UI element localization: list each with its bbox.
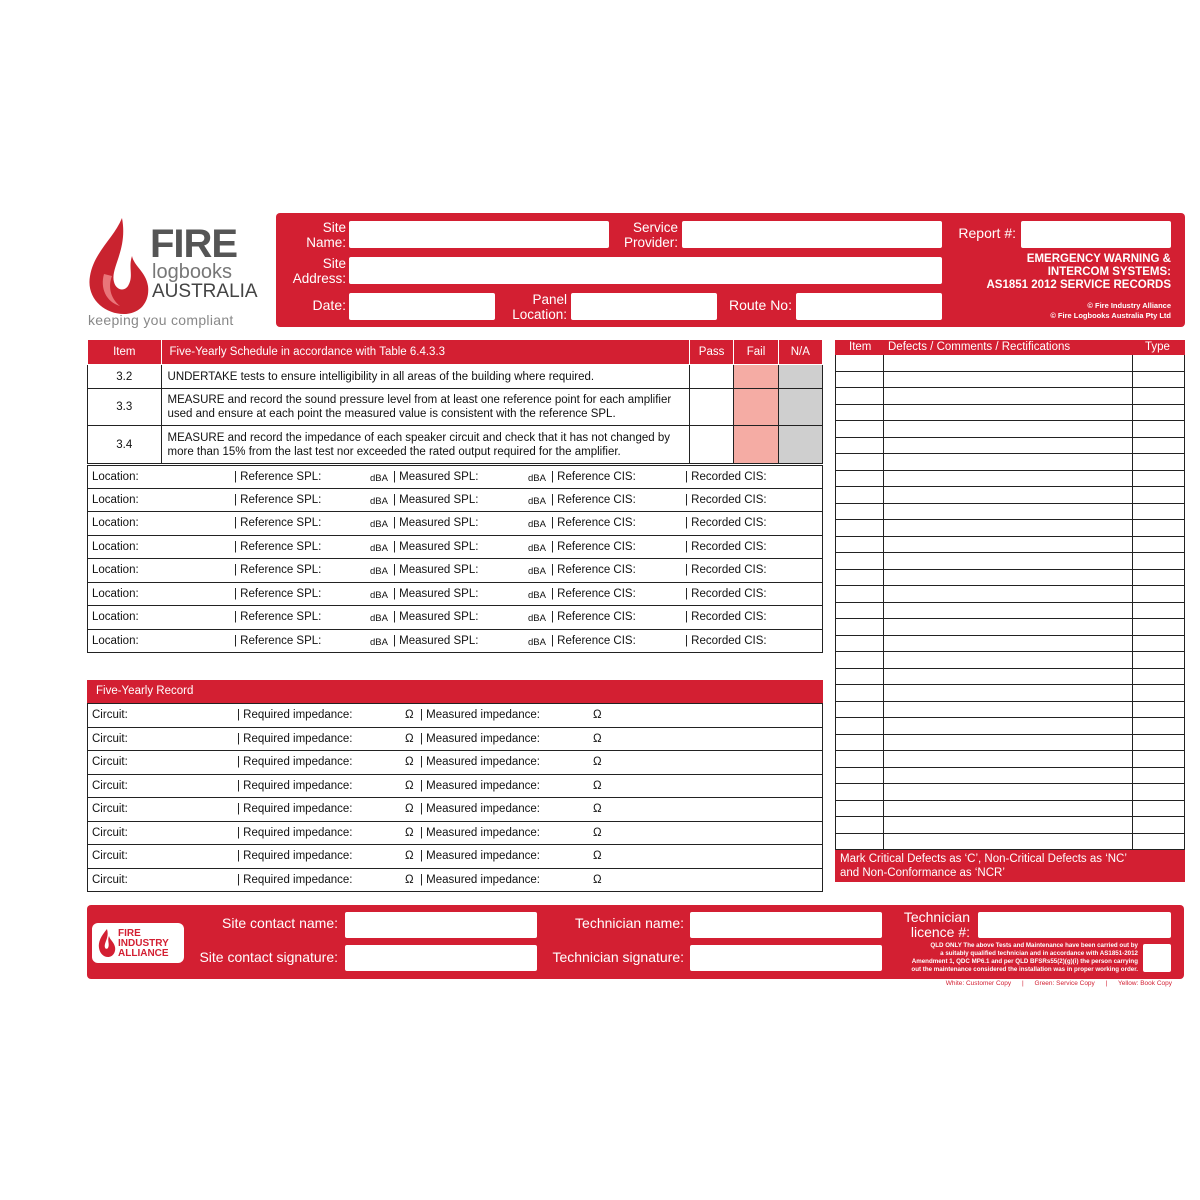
- circuit-label: Circuit:: [92, 803, 128, 815]
- spl-reference-label: | Reference SPL:: [234, 587, 322, 600]
- ohm-unit: Ω: [405, 826, 414, 839]
- schedule-table: [87, 340, 823, 464]
- spl-dba-unit: dBA: [528, 542, 546, 554]
- spl-reference-label: | Reference SPL:: [234, 471, 322, 483]
- spl-measurement-row[interactable]: [87, 489, 823, 513]
- spl-dba-unit: dBA: [528, 636, 546, 648]
- spl-reference-cis-label: | Reference CIS:: [551, 634, 636, 647]
- defects-column-divider: [1132, 355, 1133, 850]
- spl-measured-label: | Measured SPL:: [393, 634, 479, 647]
- copyright-notice: © Fire Industry Alliance © Fire Logbooks Australia Pty Ltd: [1050, 301, 1171, 320]
- spl-location-label: Location:: [92, 471, 139, 483]
- fia-word-2: INDUSTRY: [118, 938, 169, 949]
- schedule-col-fail: Fail: [734, 340, 778, 365]
- circuit-label: Circuit:: [92, 779, 128, 792]
- na-checkbox[interactable]: [778, 389, 822, 426]
- impedance-record-row[interactable]: [87, 728, 823, 752]
- five-yearly-record-title: Five-Yearly Record: [96, 685, 194, 697]
- spl-measured-label: | Measured SPL:: [393, 587, 479, 600]
- qld-compliance-checkbox[interactable]: [1143, 944, 1171, 972]
- service-provider-field[interactable]: [682, 221, 942, 248]
- spl-measurement-list: [87, 465, 823, 653]
- schedule-row: [88, 365, 823, 389]
- measured-impedance-label: | Measured impedance:: [420, 732, 540, 745]
- fail-checkbox[interactable]: [734, 365, 778, 389]
- na-checkbox[interactable]: [778, 426, 822, 464]
- copy-yellow-label: Yellow: Book Copy: [1118, 980, 1172, 987]
- required-impedance-label: | Required impedance:: [237, 873, 353, 886]
- spl-reference-label: | Reference SPL:: [234, 634, 322, 647]
- spl-reference-cis-label: | Reference CIS:: [551, 587, 636, 600]
- spl-dba-unit: dBA: [370, 542, 388, 554]
- spl-location-label: Location:: [92, 540, 139, 553]
- ohm-unit: Ω: [593, 756, 602, 768]
- defects-panel: [835, 340, 1185, 882]
- required-impedance-label: | Required impedance:: [237, 803, 353, 815]
- five-yearly-record-header: [87, 680, 823, 703]
- impedance-record-row[interactable]: [87, 751, 823, 775]
- panel-location-label: Panel Location:: [512, 292, 567, 322]
- pass-checkbox[interactable]: [689, 426, 734, 464]
- fia-word-1: FIRE: [118, 928, 141, 939]
- route-number-field[interactable]: [796, 293, 942, 320]
- spl-reference-cis-label: | Reference CIS:: [551, 540, 636, 553]
- spl-location-label: Location:: [92, 517, 139, 529]
- site-name-field[interactable]: [349, 221, 609, 248]
- service-provider-label: Service Provider:: [623, 220, 678, 250]
- impedance-record-row[interactable]: [87, 845, 823, 869]
- ohm-unit: Ω: [593, 779, 602, 792]
- impedance-record-list: [87, 703, 823, 892]
- spl-measured-label: | Measured SPL:: [393, 471, 479, 483]
- circuit-label: Circuit:: [92, 873, 128, 886]
- spl-dba-unit: dBA: [370, 473, 388, 484]
- spl-location-label: Location:: [92, 587, 139, 600]
- fia-word-3: ALLIANCE: [118, 948, 169, 959]
- spl-dba-unit: dBA: [528, 613, 546, 624]
- spl-location-label: Location:: [92, 634, 139, 647]
- defects-col-comments: Defects / Comments / Rectifications: [888, 341, 1071, 353]
- required-impedance-label: | Required impedance:: [237, 756, 353, 768]
- spl-dba-unit: dBA: [370, 613, 388, 624]
- technician-signature-label: Technician signature:: [552, 949, 684, 965]
- spl-reference-label: | Reference SPL:: [234, 493, 322, 506]
- spl-location-label: Location:: [92, 564, 139, 576]
- measured-impedance-label: | Measured impedance:: [420, 873, 540, 886]
- spl-recorded-cis-label: | Recorded CIS:: [685, 540, 767, 553]
- schedule-item-text: MEASURE and record the sound pressure level from at least one reference point for each amplifier used and ensure at each point the measured value is consistent with the reference SPL.: [161, 389, 689, 426]
- ohm-unit: Ω: [405, 873, 414, 886]
- spl-reference-label: | Reference SPL:: [234, 517, 322, 529]
- site-contact-name-label: Site contact name:: [222, 915, 338, 931]
- ohm-unit: Ω: [405, 732, 414, 745]
- schedule-header-row: [88, 340, 823, 365]
- spl-measured-label: | Measured SPL:: [393, 611, 479, 623]
- copy-separator: |: [1021, 980, 1024, 987]
- report-number-label: Report #:: [958, 225, 1016, 241]
- spl-recorded-cis-label: | Recorded CIS:: [685, 564, 767, 576]
- spl-dba-unit: dBA: [370, 566, 388, 577]
- copy-green-label: Green: Service Copy: [1034, 980, 1095, 987]
- defects-rows: [835, 355, 1185, 850]
- site-address-label: Site Address:: [292, 256, 346, 286]
- circuit-label: Circuit:: [92, 732, 128, 745]
- impedance-record-row[interactable]: [87, 775, 823, 799]
- required-impedance-label: | Required impedance:: [237, 779, 353, 792]
- technician-name-label: Technician name:: [575, 915, 684, 931]
- technician-name-field[interactable]: [690, 912, 882, 938]
- spl-reference-label: | Reference SPL:: [234, 540, 322, 553]
- schedule-col-na: N/A: [778, 340, 822, 365]
- spl-reference-label: | Reference SPL:: [234, 611, 322, 623]
- spl-reference-cis-label: | Reference CIS:: [551, 611, 636, 623]
- ohm-unit: Ω: [593, 732, 602, 745]
- measured-impedance-label: | Measured impedance:: [420, 826, 540, 839]
- spl-dba-unit: dBA: [528, 473, 546, 484]
- defects-col-item: Item: [849, 341, 872, 353]
- spl-reference-cis-label: | Reference CIS:: [551, 564, 636, 576]
- form-title: EMERGENCY WARNING & INTERCOM SYSTEMS: AS1851 2012 SERVICE RECORDS: [986, 253, 1171, 291]
- circuit-label: Circuit:: [92, 826, 128, 839]
- spl-location-label: Location:: [92, 611, 139, 623]
- site-name-label: Site Name:: [306, 220, 346, 250]
- fia-flame-icon: [97, 928, 117, 958]
- logo-australia-word: AUSTRALIA: [152, 281, 258, 302]
- spl-recorded-cis-label: | Recorded CIS:: [685, 587, 767, 600]
- technician-signature-field[interactable]: [690, 945, 882, 971]
- ohm-unit: Ω: [405, 850, 414, 862]
- technician-licence-field[interactable]: [978, 912, 1171, 938]
- ohm-unit: Ω: [405, 756, 414, 768]
- measured-impedance-label: | Measured impedance:: [420, 803, 540, 815]
- circuit-label: Circuit:: [92, 850, 128, 862]
- date-field[interactable]: [349, 293, 495, 320]
- schedule-item-text: MEASURE and record the impedance of each speaker circuit and check that it has not changed by more than 15% from the last test nor exceeded the rated output required for the amplifier.: [161, 426, 689, 464]
- technician-licence-label: Technician licence #:: [903, 909, 970, 940]
- pass-checkbox[interactable]: [689, 389, 734, 426]
- date-label: Date:: [312, 297, 346, 313]
- pass-checkbox[interactable]: [689, 365, 734, 389]
- measured-impedance-label: | Measured impedance:: [420, 756, 540, 768]
- spl-reference-cis-label: | Reference CIS:: [551, 517, 636, 529]
- ohm-unit: Ω: [593, 873, 602, 886]
- spl-dba-unit: dBA: [370, 636, 388, 648]
- measured-impedance-label: | Measured impedance:: [420, 709, 540, 721]
- route-number-label: Route No:: [728, 297, 792, 313]
- spl-measured-label: | Measured SPL:: [393, 540, 479, 553]
- ohm-unit: Ω: [593, 709, 602, 721]
- spl-dba-unit: dBA: [370, 519, 388, 530]
- spl-measured-label: | Measured SPL:: [393, 493, 479, 506]
- circuit-label: Circuit:: [92, 709, 128, 721]
- flame-icon: [84, 216, 152, 316]
- spl-reference-cis-label: | Reference CIS:: [551, 471, 636, 483]
- site-contact-signature-field[interactable]: [345, 945, 537, 971]
- na-checkbox[interactable]: [778, 365, 822, 389]
- schedule-col-pass: Pass: [689, 340, 734, 365]
- required-impedance-label: | Required impedance:: [237, 826, 353, 839]
- copy-separator: |: [1105, 980, 1108, 987]
- spl-measurement-row[interactable]: [87, 559, 823, 583]
- ohm-unit: Ω: [405, 779, 414, 792]
- spl-location-label: Location:: [92, 493, 139, 506]
- report-number-field[interactable]: [1021, 221, 1171, 248]
- spl-recorded-cis-label: | Recorded CIS:: [685, 471, 767, 483]
- spl-measured-label: | Measured SPL:: [393, 564, 479, 576]
- spl-measured-label: | Measured SPL:: [393, 517, 479, 529]
- site-address-field[interactable]: [349, 257, 942, 284]
- spl-measurement-row[interactable]: [87, 465, 823, 489]
- defects-legend-note: Mark Critical Defects as ‘C’, Non-Critical Defects as ‘NC’ and Non-Conformance as ‘NCR’: [835, 850, 1185, 882]
- required-impedance-label: | Required impedance:: [237, 709, 353, 721]
- circuit-label: Circuit:: [92, 756, 128, 768]
- spl-dba-unit: dBA: [370, 589, 388, 601]
- copy-distribution-note: [880, 980, 1172, 987]
- defects-header: [835, 340, 1185, 355]
- ohm-unit: Ω: [405, 803, 414, 815]
- logo-fire-word: FIRE: [150, 222, 238, 266]
- spl-measurement-row[interactable]: [87, 606, 823, 630]
- site-contact-signature-label: Site contact signature:: [199, 949, 338, 965]
- measured-impedance-label: | Measured impedance:: [420, 779, 540, 792]
- panel-location-field[interactable]: [571, 293, 717, 320]
- spl-measurement-row[interactable]: [87, 536, 823, 560]
- schedule-col-description: Five-Yearly Schedule in accordance with Table 6.4.3.3: [161, 340, 689, 365]
- defects-col-type: Type: [1145, 341, 1170, 353]
- spl-recorded-cis-label: | Recorded CIS:: [685, 611, 767, 623]
- site-contact-name-field[interactable]: [345, 912, 537, 938]
- spl-reference-label: | Reference SPL:: [234, 564, 322, 576]
- spl-dba-unit: dBA: [370, 495, 388, 507]
- schedule-item-number: 3.3: [88, 389, 162, 426]
- impedance-record-row[interactable]: [87, 822, 823, 846]
- impedance-record-row[interactable]: [87, 869, 823, 893]
- qld-compliance-statement: QLD ONLY The above Tests and Maintenance have been carried out by a suitably qualified technician and in accordance with AS1851-2012 Amendment 1, QDC MP6.1 and per QLD BFSRs55(2)(g)(i) the person carrying out the maintenance considered the installation was in proper working order.: [911, 942, 1138, 973]
- defects-column-divider: [883, 355, 884, 850]
- spl-reference-cis-label: | Reference CIS:: [551, 493, 636, 506]
- schedule-item-text: UNDERTAKE tests to ensure intelligibility in all areas of the building where required.: [161, 365, 689, 389]
- spl-dba-unit: dBA: [528, 566, 546, 577]
- spl-dba-unit: dBA: [528, 495, 546, 507]
- fail-checkbox[interactable]: [734, 389, 778, 426]
- ohm-unit: Ω: [405, 709, 414, 721]
- schedule-col-item: Item: [88, 340, 162, 365]
- ohm-unit: Ω: [593, 803, 602, 815]
- copy-white-label: White: Customer Copy: [945, 980, 1012, 987]
- spl-recorded-cis-label: | Recorded CIS:: [685, 493, 767, 506]
- logo-tagline: keeping you compliant: [88, 312, 234, 328]
- ohm-unit: Ω: [593, 826, 602, 839]
- logo-logbooks-word: logbooks: [152, 261, 233, 283]
- required-impedance-label: | Required impedance:: [237, 732, 353, 745]
- fire-industry-alliance-logo: [92, 923, 184, 963]
- schedule-item-number: 3.2: [88, 365, 162, 389]
- spl-measurement-row[interactable]: [87, 512, 823, 536]
- measured-impedance-label: | Measured impedance:: [420, 850, 540, 862]
- ohm-unit: Ω: [593, 850, 602, 862]
- fail-checkbox[interactable]: [734, 426, 778, 464]
- schedule-item-number: 3.4: [88, 426, 162, 464]
- spl-measurement-row[interactable]: [87, 630, 823, 654]
- spl-dba-unit: dBA: [528, 589, 546, 601]
- spl-recorded-cis-label: | Recorded CIS:: [685, 517, 767, 529]
- spl-measurement-row[interactable]: [87, 583, 823, 607]
- impedance-record-row[interactable]: [87, 704, 823, 728]
- schedule-row: [88, 426, 823, 464]
- impedance-record-row[interactable]: [87, 798, 823, 822]
- spl-recorded-cis-label: | Recorded CIS:: [685, 634, 767, 647]
- schedule-row: [88, 389, 823, 426]
- spl-dba-unit: dBA: [528, 519, 546, 530]
- required-impedance-label: | Required impedance:: [237, 850, 353, 862]
